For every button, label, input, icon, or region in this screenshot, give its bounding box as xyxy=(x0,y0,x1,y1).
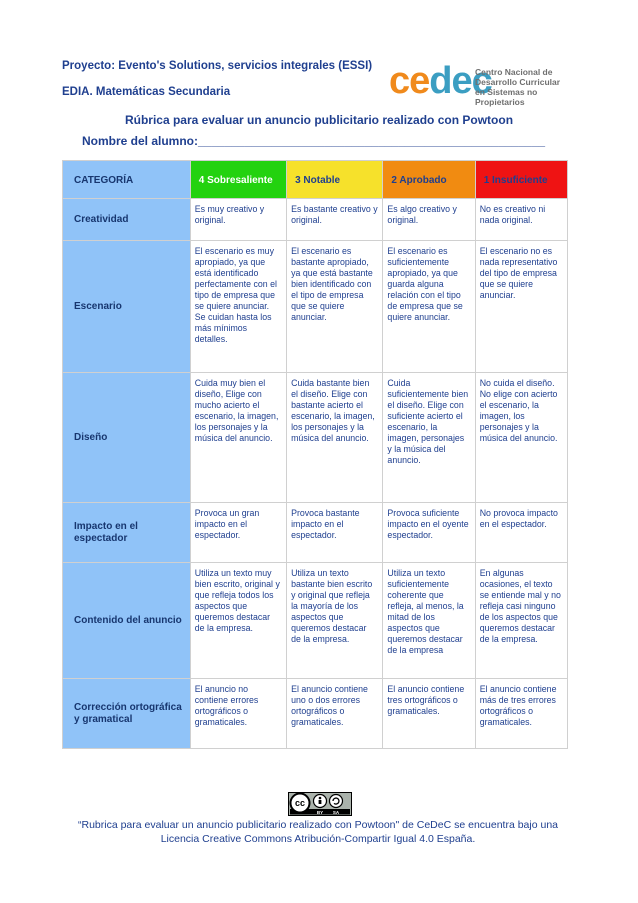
header-level-2: 2 Aprobado xyxy=(383,161,475,199)
criteria-cell-level-4: Cuida muy bien el diseño, Elige con mucho acierto el escenario, la imagen, los personajes y la música del anuncio. xyxy=(190,373,286,503)
logo-line-3: en Sistemas no Propietarios xyxy=(475,87,538,107)
criteria-cell-level-2: Cuida suficientemente bien el diseño. Elige con suficiente acierto el escenario, la imagen, personajes y la música del anuncio. xyxy=(383,373,475,503)
criteria-cell-level-2: Es algo creativo y original. xyxy=(383,199,475,241)
header-level-1: 1 Insuficiente xyxy=(475,161,567,199)
by-label: BY xyxy=(316,810,324,815)
license-line-1: “Rubrica para evaluar un anuncio publicitario realizado con Powtoon" de CeDeC se encuentra bajo una xyxy=(77,819,559,831)
category-cell: Contenido del anuncio xyxy=(63,563,191,679)
header-level-4: 4 Sobresaliente xyxy=(190,161,286,199)
header-row xyxy=(63,161,568,199)
criteria-cell-level-3: Cuida bastante bien el diseño. Elige con bastante acierto el escenario, la imagen, los personajes y la música del anuncio. xyxy=(287,373,383,503)
header-category: CATEGORÍA xyxy=(63,161,191,199)
course-line: EDIA. Matemáticas Secundaria xyxy=(62,86,231,98)
cc-icon-text: cc xyxy=(294,798,306,808)
criteria-cell-level-1: El escenario no es nada representativo del tipo de empresa que se quiere anunciar. xyxy=(475,241,567,373)
criteria-cell-level-2: El escenario es suficientemente apropiado, ya que guarda alguna relación con el tipo de empresa que se quiere anunciar. xyxy=(383,241,475,373)
student-name-field[interactable]: Nombre del alumno:____________________________________________________ xyxy=(82,134,546,148)
table-row xyxy=(63,679,568,749)
criteria-cell-level-4: El anuncio no contiene errores ortográficos o gramaticales. xyxy=(190,679,286,749)
criteria-cell-level-4: El escenario es muy apropiado, ya que está identificado perfectamente con el tipo de empresa que se quiere anunciar. Se cuidan hasta los más mínimos detalles. xyxy=(190,241,286,373)
criteria-cell-level-1: En algunas ocasiones, el texto se entiende mal y no refleja casi ninguno de los aspectos que queremos destacar de la empresa. xyxy=(475,563,567,679)
category-cell: Corrección ortográfica y gramatical xyxy=(63,679,191,749)
cc-by-sa-icon xyxy=(288,792,352,816)
criteria-cell-level-3: El escenario es bastante apropiado, ya que está bastante bien identificado con el tipo de empresa que se quiere anunciar. xyxy=(287,241,383,373)
page-title: Rúbrica para evaluar un anuncio publicitario realizado con Powtoon xyxy=(124,113,514,127)
criteria-cell-level-3: Es bastante creativo y original. xyxy=(287,199,383,241)
project-line: Proyecto: Evento's Solutions, servicios integrales (ESSI) xyxy=(62,60,373,72)
category-cell: Diseño xyxy=(63,373,191,503)
logo-line-1: Centro Nacional de xyxy=(475,67,553,77)
table-row xyxy=(63,563,568,679)
criteria-cell-level-3: Utiliza un texto bastante bien escrito y original que refleja la mayoría de los aspectos que queremos destacar de la empresa. xyxy=(287,563,383,679)
license-footer xyxy=(58,818,578,846)
logo-word-dec: dec xyxy=(429,60,492,102)
criteria-cell-level-2: El anuncio contiene tres ortográficos o gramaticales. xyxy=(383,679,475,749)
criteria-cell-level-4: Utiliza un texto muy bien escrito, original y que refleja todos los aspectos que queremos destacar de la empresa. xyxy=(190,563,286,679)
header-level-3: 3 Notable xyxy=(287,161,383,199)
criteria-cell-level-1: No cuida el diseño. No elige con acierto el escenario, la imagen, los personajes y la música del anuncio. xyxy=(475,373,567,503)
category-cell: Creatividad xyxy=(63,199,191,241)
criteria-cell-level-4: Provoca un gran impacto en el espectador. xyxy=(190,503,286,563)
table-row xyxy=(63,373,568,503)
criteria-cell-level-4: Es muy creativo y original. xyxy=(190,199,286,241)
criteria-cell-level-1: No provoca impacto en el espectador. xyxy=(475,503,567,563)
logo-word-ce: ce xyxy=(389,60,430,102)
table-row xyxy=(63,199,568,241)
cedec-logo-subtitle xyxy=(475,67,579,107)
category-cell: Escenario xyxy=(63,241,191,373)
criteria-cell-level-1: No es creativo ni nada original. xyxy=(475,199,567,241)
table-row xyxy=(63,503,568,563)
cedec-logo xyxy=(389,60,579,107)
criteria-cell-level-3: El anuncio contiene uno o dos errores ortográficos o gramaticales. xyxy=(287,679,383,749)
rubric-table xyxy=(62,160,568,749)
criteria-cell-level-2: Provoca suficiente impacto en el oyente espectador. xyxy=(383,503,475,563)
criteria-cell-level-3: Provoca bastante impacto en el espectador. xyxy=(287,503,383,563)
license-line-2: Licencia Creative Commons Atribución-Compartir Igual 4.0 España. xyxy=(160,833,476,845)
table-row xyxy=(63,241,568,373)
sa-label: SA xyxy=(332,810,340,815)
cc-license-badge[interactable] xyxy=(288,792,352,816)
criteria-cell-level-2: Utiliza un texto suficientemente coherente que refleja, al menos, la mitad de los aspectos que queremos destacar de la empresa xyxy=(383,563,475,679)
category-cell: Impacto en el espectador xyxy=(63,503,191,563)
criteria-cell-level-1: El anuncio contiene más de tres errores ortográficos o gramaticales. xyxy=(475,679,567,749)
logo-line-2: Desarrollo Curricular xyxy=(475,77,561,87)
